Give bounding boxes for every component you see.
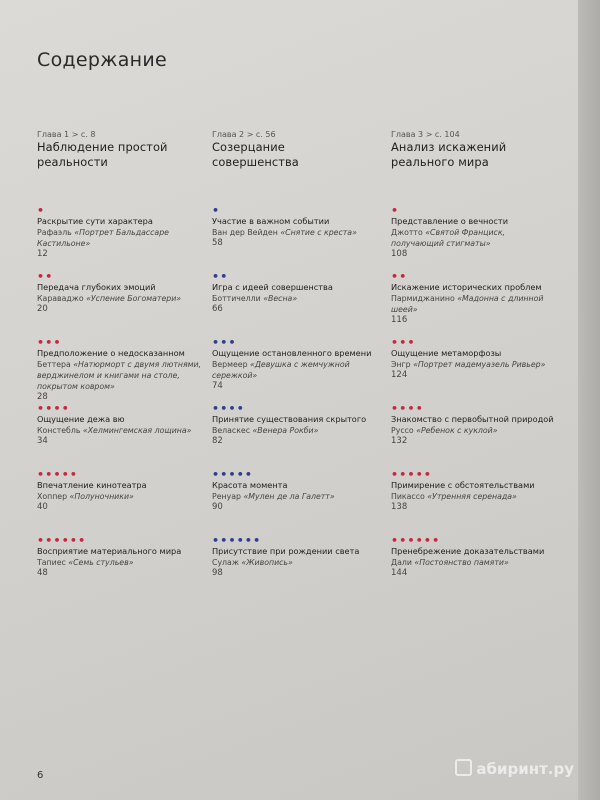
entry-dots: ••••• bbox=[37, 468, 79, 481]
entry-dots: • bbox=[37, 204, 46, 217]
artwork-title: «Ребенок с куклой» bbox=[416, 426, 498, 435]
entry-dots: ••••• bbox=[391, 468, 433, 481]
entry-dots: • bbox=[212, 204, 221, 217]
entry-artwork bbox=[37, 557, 205, 568]
chapter-column bbox=[212, 130, 380, 602]
contents-entry bbox=[37, 338, 205, 404]
contents-entry bbox=[391, 404, 559, 470]
artwork-title: «Мадонна с длинной шеей» bbox=[391, 294, 544, 314]
contents-entry bbox=[212, 536, 380, 602]
contents-entry bbox=[212, 272, 380, 338]
contents-entry bbox=[37, 470, 205, 536]
artist-name: Ренуар bbox=[212, 492, 241, 501]
artist-name: Беттера bbox=[37, 360, 71, 369]
entry-dots: •••• bbox=[37, 402, 70, 415]
artwork-title: «Мулен де ла Галетт» bbox=[243, 492, 335, 501]
entry-artwork bbox=[391, 293, 559, 315]
entry-dots: •••••• bbox=[391, 534, 441, 547]
entry-title: Ощущение метаморфозы bbox=[391, 348, 502, 358]
entry-title: Раскрытие сути характера bbox=[37, 216, 153, 226]
artist-name: Сулаж bbox=[212, 558, 239, 567]
artwork-title: «Девушка с жемчужной сережкой» bbox=[212, 360, 350, 380]
entry-page-number: 82 bbox=[212, 436, 223, 446]
entry-page-number: 74 bbox=[212, 381, 223, 391]
entry-title: Знакомство с первобытной природой bbox=[391, 414, 554, 424]
artwork-title: «Успение Богоматери» bbox=[86, 294, 182, 303]
entry-title: Игра с идеей совершенства bbox=[212, 282, 333, 292]
watermark bbox=[455, 759, 574, 778]
entry-artwork bbox=[391, 557, 559, 568]
artwork-title: «Хелмингемская лощина» bbox=[82, 426, 192, 435]
entry-page-number: 48 bbox=[37, 568, 48, 578]
artist-name: Рафаэль bbox=[37, 228, 72, 237]
chapter-column bbox=[391, 130, 559, 602]
contents-entry bbox=[212, 338, 380, 404]
entry-title: Передача глубоких эмоций bbox=[37, 282, 156, 292]
entry-dots: ••• bbox=[391, 336, 416, 349]
entry-page-number: 116 bbox=[391, 315, 408, 325]
artwork-title: «Портрет мадемуазель Ривьер» bbox=[413, 360, 546, 369]
contents-entry bbox=[212, 206, 380, 272]
entry-artwork bbox=[212, 293, 380, 304]
entry-dots: ••••• bbox=[212, 468, 254, 481]
artist-name: Джотто bbox=[391, 228, 423, 237]
contents-entry bbox=[212, 404, 380, 470]
entry-page-number: 66 bbox=[212, 304, 223, 314]
artist-name: Веласкес bbox=[212, 426, 250, 435]
chapter-ref: Глава 2 > с. 56 bbox=[212, 130, 276, 139]
entry-artwork bbox=[212, 227, 380, 238]
contents-entry bbox=[391, 536, 559, 602]
entry-artwork bbox=[37, 491, 205, 502]
entry-page-number: 138 bbox=[391, 502, 408, 512]
entry-artwork bbox=[37, 425, 205, 436]
entry-dots: •••• bbox=[212, 402, 245, 415]
artist-name: Пикассо bbox=[391, 492, 425, 501]
entry-page-number: 58 bbox=[212, 238, 223, 248]
artist-name: Караваджо bbox=[37, 294, 84, 303]
chapter-title: Анализ искажений реального мира bbox=[391, 140, 507, 169]
artwork-title: «Семь стульев» bbox=[68, 558, 134, 567]
entry-title: Искажение исторических проблем bbox=[391, 282, 542, 292]
artist-name: Хоппер bbox=[37, 492, 68, 501]
artist-name: Ван дер Вейден bbox=[212, 228, 278, 237]
entry-title: Впечатление кинотеатра bbox=[37, 480, 147, 490]
chapter-column bbox=[37, 130, 205, 602]
entry-page-number: 28 bbox=[37, 392, 48, 402]
artwork-title: «Весна» bbox=[263, 294, 298, 303]
artwork-title: «Портрет Бальдассаре Кастильоне» bbox=[37, 228, 169, 248]
entry-title: Пренебрежение доказательствами bbox=[391, 546, 545, 556]
entry-artwork bbox=[391, 491, 559, 502]
entry-page-number: 98 bbox=[212, 568, 223, 578]
artist-name: Вермеер bbox=[212, 360, 248, 369]
entry-dots: •••• bbox=[391, 402, 424, 415]
entry-title: Присутствие при рождении света bbox=[212, 546, 360, 556]
contents-entry bbox=[212, 470, 380, 536]
entry-title: Ощущение остановленного времени bbox=[212, 348, 372, 358]
artist-name: Руссо bbox=[391, 426, 414, 435]
entry-title: Предположение о недосказанном bbox=[37, 348, 185, 358]
contents-entry bbox=[391, 470, 559, 536]
entry-dots: •••••• bbox=[212, 534, 262, 547]
entry-title: Красота момента bbox=[212, 480, 288, 490]
artist-name: Пармиджанино bbox=[391, 294, 455, 303]
entry-page-number: 12 bbox=[37, 249, 48, 259]
artist-name: Боттичелли bbox=[212, 294, 261, 303]
page-title: Содержание bbox=[37, 48, 167, 71]
page-number: 6 bbox=[37, 770, 44, 781]
entry-title: Принятие существования скрытого bbox=[212, 414, 367, 424]
chapter-ref: Глава 3 > с. 104 bbox=[391, 130, 460, 139]
artist-name: Энгр bbox=[391, 360, 411, 369]
artist-name: Констебль bbox=[37, 426, 81, 435]
watermark-text: абиринт.ру bbox=[476, 760, 574, 778]
entry-page-number: 20 bbox=[37, 304, 48, 314]
entry-artwork bbox=[212, 359, 380, 381]
labyrinth-logo-icon bbox=[455, 759, 472, 776]
entry-dots: • bbox=[391, 204, 400, 217]
entry-dots: •••••• bbox=[37, 534, 87, 547]
entry-title: Представление о вечности bbox=[391, 216, 509, 226]
entry-page-number: 144 bbox=[391, 568, 408, 578]
artist-name: Дали bbox=[391, 558, 412, 567]
entry-artwork bbox=[212, 425, 380, 436]
entry-dots: ••• bbox=[212, 336, 237, 349]
entry-artwork bbox=[37, 359, 205, 392]
entry-artwork bbox=[37, 293, 205, 304]
entry-title: Восприятие материального мира bbox=[37, 546, 182, 556]
artwork-title: «Постоянство памяти» bbox=[414, 558, 509, 567]
artwork-title: «Полуночники» bbox=[69, 492, 134, 501]
entry-dots: ••• bbox=[37, 336, 62, 349]
entry-page-number: 108 bbox=[391, 249, 408, 259]
contents-entry bbox=[391, 272, 559, 338]
entry-artwork bbox=[391, 227, 559, 249]
entry-title: Участие в важном событии bbox=[212, 216, 330, 226]
contents-entry bbox=[391, 206, 559, 272]
entry-artwork bbox=[37, 227, 205, 249]
entry-dots: •• bbox=[391, 270, 408, 283]
artwork-title: «Живопись» bbox=[241, 558, 293, 567]
chapter-title: Созерцание совершенства bbox=[212, 140, 299, 169]
entry-dots: •• bbox=[37, 270, 54, 283]
entry-page-number: 90 bbox=[212, 502, 223, 512]
entry-page-number: 40 bbox=[37, 502, 48, 512]
entry-artwork bbox=[212, 557, 380, 568]
contents-entry bbox=[37, 536, 205, 602]
entry-dots: •• bbox=[212, 270, 229, 283]
artwork-title: «Святой Франциск, получающий стигматы» bbox=[391, 228, 506, 248]
artist-name: Тапиес bbox=[37, 558, 66, 567]
contents-entry bbox=[37, 404, 205, 470]
entry-page-number: 124 bbox=[391, 370, 408, 380]
chapter-title: Наблюдение простой реальности bbox=[37, 140, 168, 169]
entry-page-number: 34 bbox=[37, 436, 48, 446]
artwork-title: «Снятие с креста» bbox=[280, 228, 357, 237]
artwork-title: «Утренняя серенада» bbox=[427, 492, 517, 501]
artwork-title: «Венера Рокби» bbox=[252, 426, 319, 435]
contents-entry bbox=[37, 272, 205, 338]
page-edge bbox=[578, 0, 600, 800]
entry-title: Ощущение дежа вю bbox=[37, 414, 125, 424]
chapter-ref: Глава 1 > с. 8 bbox=[37, 130, 96, 139]
contents-entry bbox=[391, 338, 559, 404]
entry-page-number: 132 bbox=[391, 436, 408, 446]
entry-artwork bbox=[391, 359, 559, 370]
entry-artwork bbox=[212, 491, 380, 502]
entry-artwork bbox=[391, 425, 559, 436]
contents-entry bbox=[37, 206, 205, 272]
entry-title: Примирение с обстоятельствами bbox=[391, 480, 535, 490]
artwork-title: «Натюрморт с двумя лютнями, верджинелом и книгами на столе, покрытом ковром» bbox=[37, 360, 202, 391]
